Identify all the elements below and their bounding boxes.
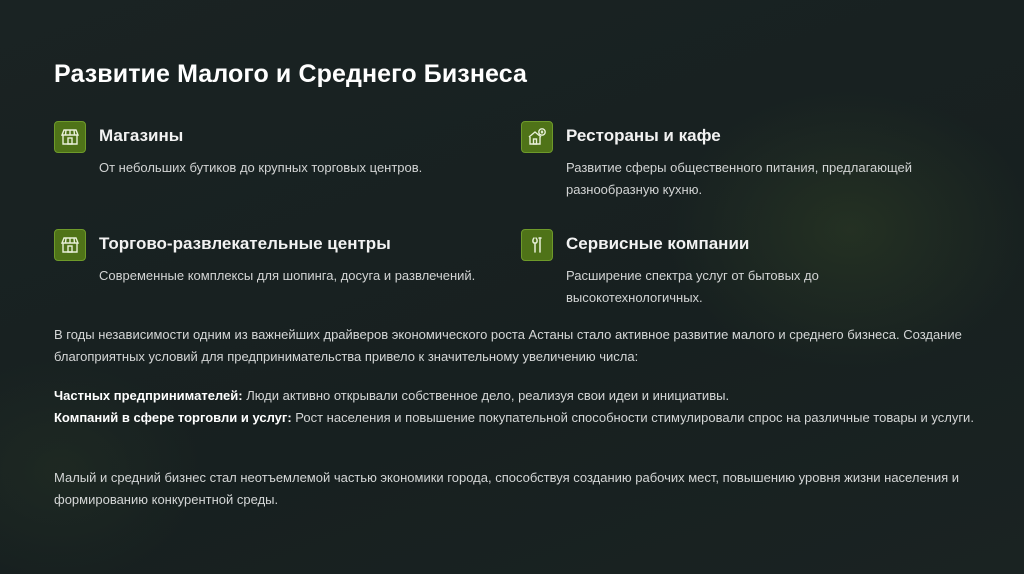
conclusion-paragraph: Малый и средний бизнес стал неотъемлемой частью экономики города, способствуя созданию рабочих мест, повышению уровня жизни населения и формированию конкурентной среды. xyxy=(54,470,960,507)
card-services xyxy=(521,229,961,319)
card-shops xyxy=(54,121,494,191)
wrench-icon xyxy=(521,229,553,261)
point-text: Люди активно открывали собственное дело, реализуя свои идеи и инициативы. xyxy=(242,388,730,403)
restaurant-icon xyxy=(521,121,553,153)
card-text: Расширение спектра услуг от бытовых до высокотехнологичных. xyxy=(566,268,819,305)
point-label: Компаний в сфере торговли и услуг: xyxy=(54,410,292,425)
card-title: Торгово-развлекательные центры xyxy=(99,234,391,253)
card-text: От небольших бутиков до крупных торговых центров. xyxy=(99,160,423,175)
intro-paragraph: В годы независимости одним из важнейших драйверов экономического роста Астаны стало активное развитие малого и среднего бизнеса. Создание благоприятных условий для предпринимательства привело к значительному увеличению числа: xyxy=(54,327,962,364)
card-title: Сервисные компании xyxy=(566,234,750,253)
point-text: Рост населения и повышение покупательной способности стимулировали спрос на различные товары и услуги. xyxy=(291,410,974,425)
card-text: Современные комплексы для шопинга, досуга и развлечений. xyxy=(99,268,476,283)
page-title: Развитие Малого и Среднего Бизнеса xyxy=(54,60,528,88)
storefront-icon xyxy=(54,121,86,153)
mall-icon xyxy=(54,229,86,261)
points-paragraph xyxy=(54,385,984,429)
card-title: Магазины xyxy=(99,126,184,145)
card-restaurants xyxy=(521,121,961,211)
card-text: Развитие сферы общественного питания, предлагающей разнообразную кухню. xyxy=(566,160,913,197)
card-title: Рестораны и кафе xyxy=(566,126,721,145)
card-malls xyxy=(54,229,494,299)
point-label: Частных предпринимателей: xyxy=(54,388,243,403)
